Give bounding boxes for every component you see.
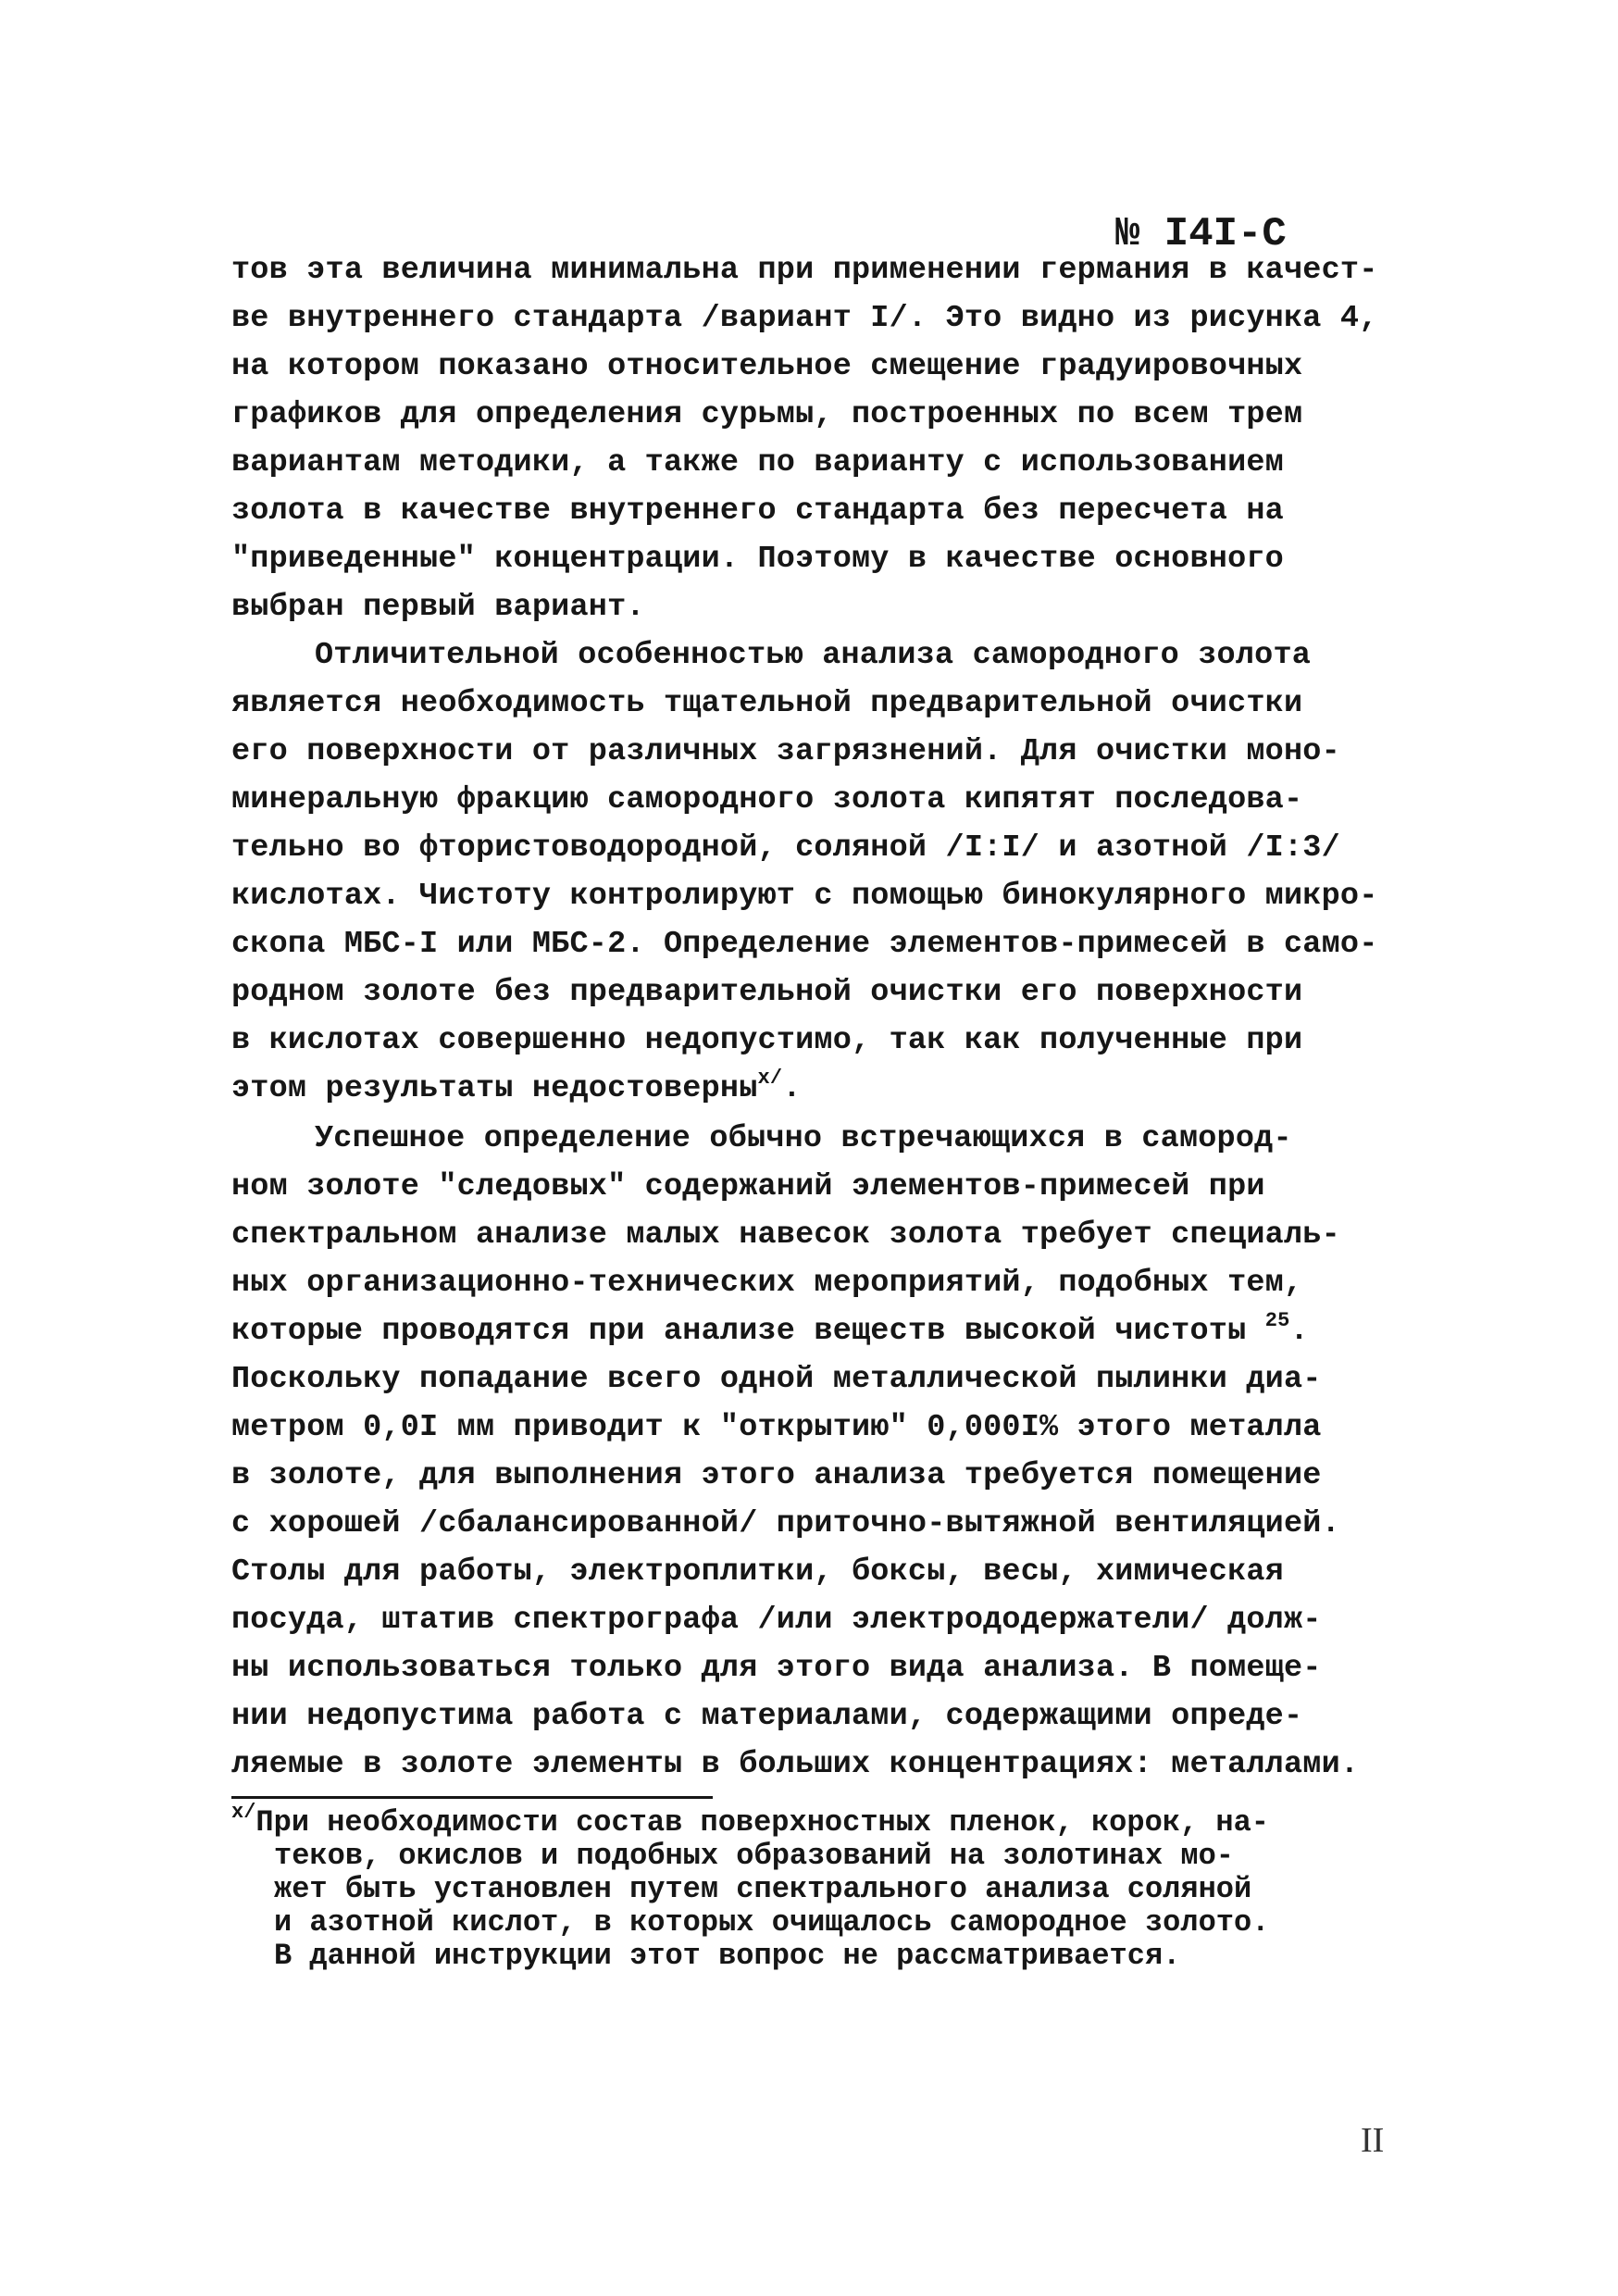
text-line-with-reference xyxy=(231,1309,1309,1350)
text-line: с хорошей /сбалансированной/ приточно-вытяжной вентиляцией. xyxy=(231,1506,1340,1541)
text-line: Успешное определение обычно встречающихся в самород- xyxy=(315,1121,1292,1156)
text-line: тов эта величина минимальна при применении германия в качест- xyxy=(231,253,1378,288)
footnote-line: В данной инструкции этот вопрос не рассматривается. xyxy=(274,1939,1181,1973)
text-line: скопа МБС-I или МБС-2. Определение элементов-примесей в само- xyxy=(231,927,1378,962)
text-line: графиков для определения сурьмы, построенных по всем трем xyxy=(231,397,1303,432)
text-line: в кислотах совершенно недопустимо, так как полученные при xyxy=(231,1023,1303,1058)
footnote-text: При необходимости состав поверхностных пленок, корок, на- xyxy=(255,1805,1269,1840)
footnote-line xyxy=(231,1801,1269,1840)
footnote-divider xyxy=(231,1796,713,1799)
text-line: минеральную фракцию самородного золота кипятят последова- xyxy=(231,782,1303,817)
text-line: Отличительной особенностью анализа самородного золота xyxy=(315,638,1312,673)
footnote-mark: x/ xyxy=(231,1801,256,1824)
reference-number: 25 xyxy=(1264,1309,1290,1332)
text-line: кислотах. Чистоту контролируют с помощью бинокулярного микро- xyxy=(231,879,1378,914)
text-line: ве внутреннего стандарта /вариант I/. Это видно из рисунка 4, xyxy=(231,301,1378,336)
text-line: выбран первый вариант. xyxy=(231,590,645,625)
footnote-mark: x/ xyxy=(757,1067,783,1090)
text-line: ны использоваться только для этого вида анализа. В помеще- xyxy=(231,1651,1322,1686)
footnote-line: теков, окислов и подобных образований на золотинах мо- xyxy=(274,1839,1234,1873)
text-line: которые проводятся при анализе веществ высокой чистоты xyxy=(231,1314,1247,1349)
text-line: на котором показано относительное смещение градуировочных xyxy=(231,349,1303,384)
text-line: Поскольку попадание всего одной металлической пылинки диа- xyxy=(231,1362,1322,1397)
text-line: вариантам методики, а также по варианту с использованием xyxy=(231,445,1284,480)
text-line: золота в качестве внутреннего стандарта без пересчета на xyxy=(231,493,1284,529)
text-line: Столы для работы, электроплитки, боксы, весы, химическая xyxy=(231,1554,1284,1590)
text-line: тельно во фтористоводородной, соляной /I:I/ и азотной /I:3/ xyxy=(231,830,1340,866)
text-line: является необходимость тщательной предварительной очистки xyxy=(231,686,1303,721)
text-line: посуда, штатив спектрографа /или электрододержатели/ долж- xyxy=(231,1603,1322,1638)
text-line: в золоте, для выполнения этого анализа требуется помещение xyxy=(231,1458,1322,1493)
text-line: родном золоте без предварительной очистки его поверхности xyxy=(231,975,1303,1010)
period: . xyxy=(1289,1314,1309,1349)
text-line-with-footnote xyxy=(231,1067,802,1107)
text-line: спектральном анализе малых навесок золота требует специаль- xyxy=(231,1217,1340,1253)
text-line: метром 0,0I мм приводит к "открытию" 0,000I% этого металла xyxy=(231,1410,1322,1445)
text-line: ных организационно-технических мероприятий, подобных тем, xyxy=(231,1266,1303,1301)
footnote-line: и азотной кислот, в которых очищалось самородное золото. xyxy=(274,1905,1270,1940)
document-number: № I4I-C xyxy=(1115,211,1287,257)
text-line: ляемые в золоте элементы в больших концентрациях: металлами. xyxy=(231,1747,1360,1782)
period: . xyxy=(782,1071,802,1106)
footnote-line: жет быть установлен путем спектрального анализа соляной xyxy=(274,1872,1252,1906)
text-line: "приведенные" концентрации. Поэтому в качестве основного xyxy=(231,542,1284,577)
text-line: нии недопустима работа с материалами, содержащими опреде- xyxy=(231,1699,1303,1734)
text-line: его поверхности от различных загрязнений. Для очистки моно- xyxy=(231,734,1340,769)
text-line: ном золоте "следовых" содержаний элементов-примесей при xyxy=(231,1169,1265,1204)
text-line: этом результаты недостоверны xyxy=(231,1071,758,1106)
page-number: II xyxy=(1361,2121,1385,2160)
